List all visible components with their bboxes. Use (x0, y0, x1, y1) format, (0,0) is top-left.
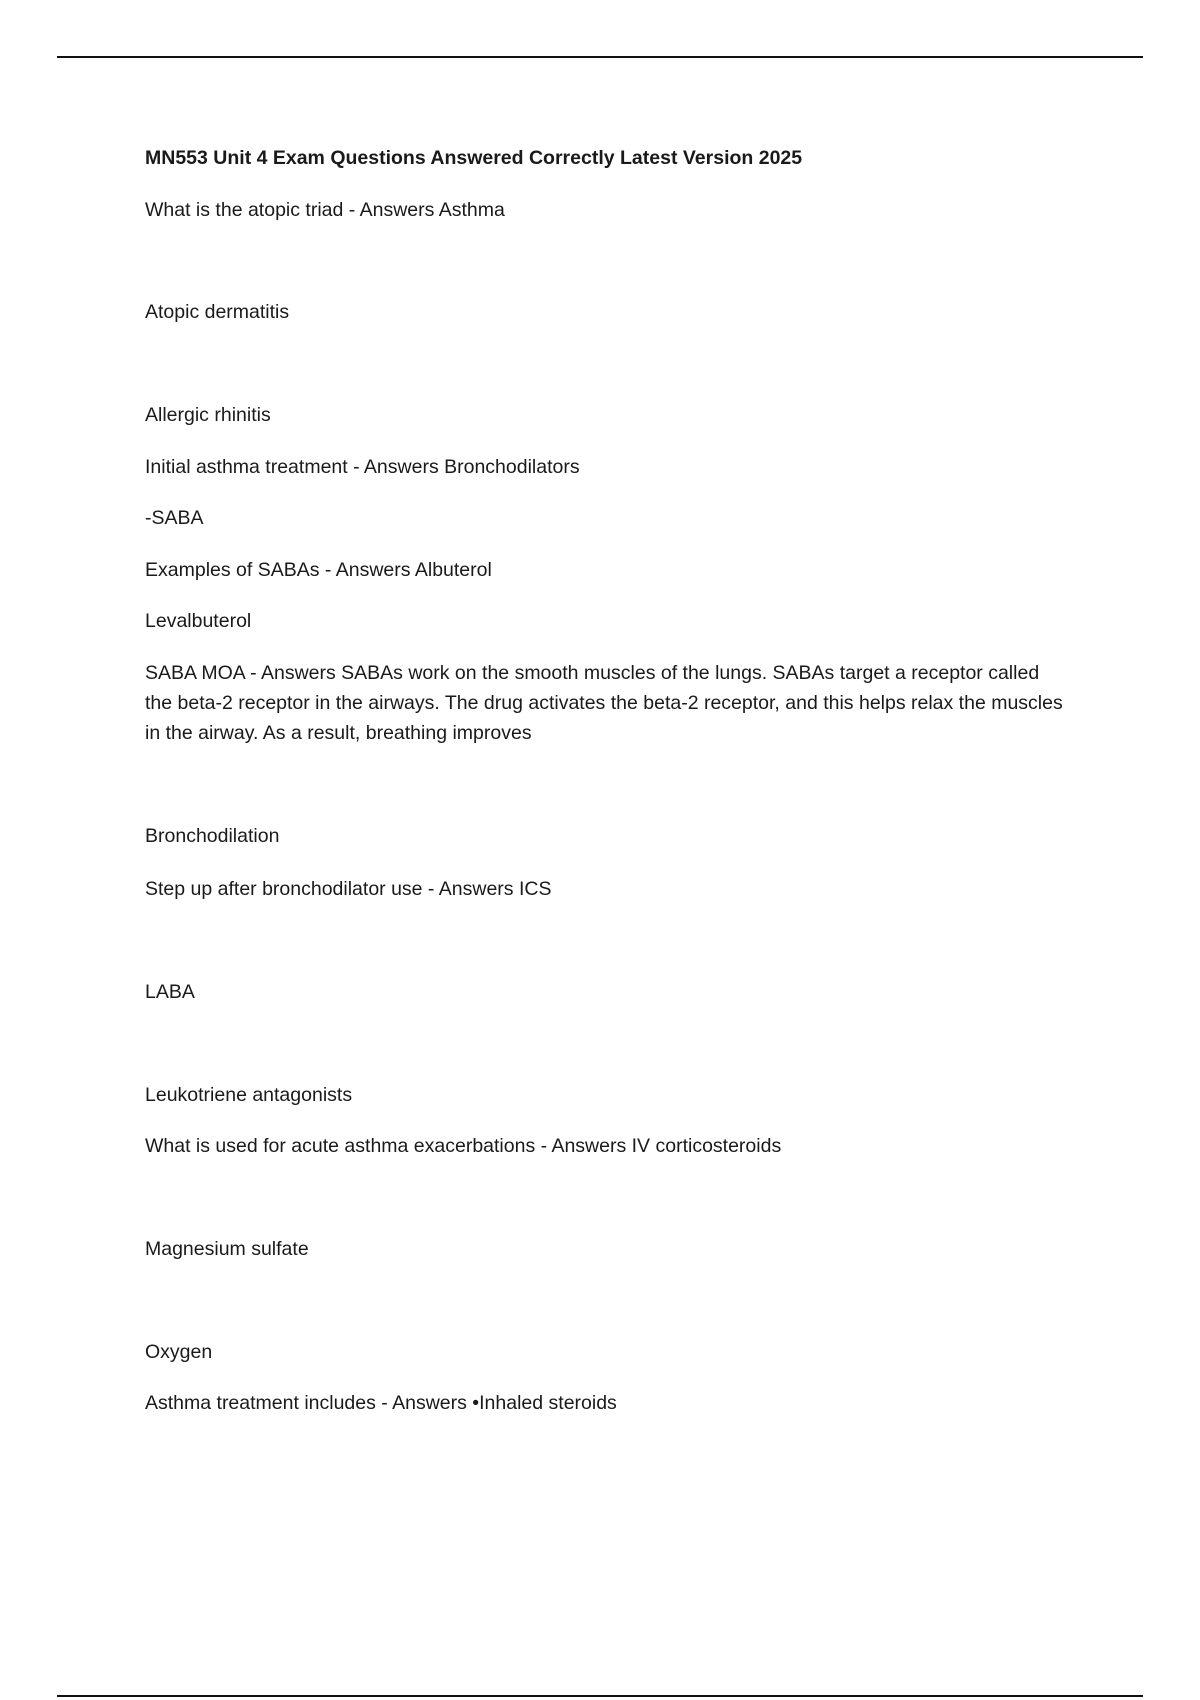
text-line: LABA (145, 981, 195, 1003)
text-line: Bronchodilation (145, 825, 280, 847)
footer-rule (57, 1695, 1143, 1697)
text-line: Initial asthma treatment - Answers Bronchodilators (145, 456, 580, 478)
text-line: Atopic dermatitis (145, 301, 290, 323)
text-line: Examples of SABAs - Answers Albuterol (145, 559, 492, 581)
text-line: Allergic rhinitis (145, 404, 271, 426)
document-title: MN553 Unit 4 Exam Questions Answered Correctly Latest Version 2025 (145, 147, 803, 169)
text-line: Magnesium sulfate (145, 1238, 309, 1260)
text-line: Leukotriene antagonists (145, 1084, 353, 1106)
text-line: Levalbuterol (145, 610, 252, 632)
text-line: What is used for acute asthma exacerbations - Answers IV corticosteroids (145, 1135, 782, 1157)
text-line: Oxygen (145, 1341, 213, 1363)
header-rule (57, 56, 1143, 58)
text-line: Asthma treatment includes - Answers •Inhaled steroids (145, 1392, 617, 1414)
text-line: What is the atopic triad - Answers Asthma (145, 199, 505, 221)
text-line: Step up after bronchodilator use - Answers ICS (145, 878, 552, 900)
text-paragraph: SABA MOA - Answers SABAs work on the smooth muscles of the lungs. SABAs target a receptor called the beta-2 receptor in the airways. The drug activates the beta-2 receptor, and this helps relax the muscles in the airway. As a result, breathing improves (145, 662, 1063, 744)
text-line: -SABA (145, 507, 204, 529)
